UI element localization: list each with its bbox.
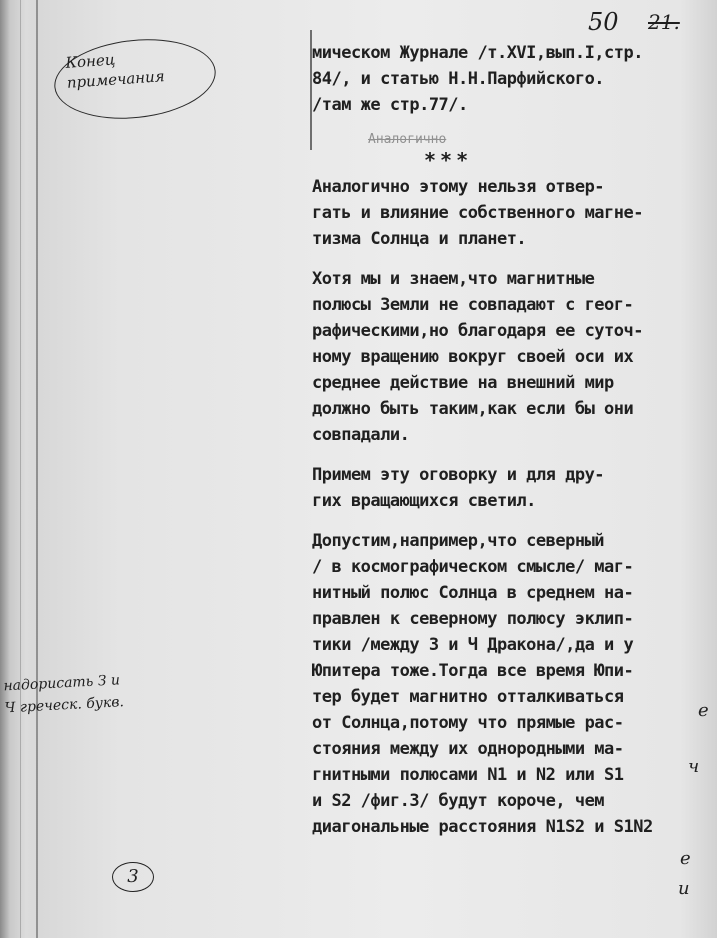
text-line: и S2 /фиг.3/ будут короче, чем <box>312 791 605 811</box>
text-line: от Солнца,потому что прямые рас- <box>312 713 624 733</box>
text-line: мическом Журнале /т.XVI,вып.I,стр. <box>312 43 643 63</box>
blank-line <box>312 146 712 174</box>
text-line: тер будет магнитно отталкиваться <box>312 687 624 707</box>
text-line: должно быть таким,как если бы они <box>312 399 634 419</box>
text-line: среднее действие на внешний мир <box>312 373 614 393</box>
text-line: Юпитера тоже.Тогда все время Юпи- <box>312 661 634 681</box>
text-line: гать и влияние собственного магне- <box>312 203 643 223</box>
text-line: правлен к северному полюсу эклип- <box>312 609 634 629</box>
margin-line <box>36 0 38 938</box>
text-line: полюсы Земли не совпадают с геог- <box>312 295 634 315</box>
margin-mark: и <box>678 878 690 899</box>
blank-line <box>312 118 712 146</box>
text-line: гих вращающихся светил. <box>312 491 536 511</box>
text-line: ному вращению вокруг своей оси их <box>312 347 634 367</box>
text-line: рафическими,но благодаря ее суточ- <box>312 321 643 341</box>
page-edge-line <box>20 0 21 938</box>
page-number: 50 <box>588 8 619 36</box>
text-line: Аналогично этому нельзя отвер- <box>312 177 605 197</box>
text-line: /там же стр.77/. <box>312 95 468 115</box>
folio-number: 21. <box>648 10 680 34</box>
text-line: совпадали. <box>312 425 410 445</box>
text-line: нитный полюс Солнца в среднем на- <box>312 583 634 603</box>
side-margin-note: надорисать З и Ч греческ. букв. <box>3 672 125 717</box>
text-line: / в космографическом смысле/ маг- <box>312 557 634 577</box>
section-separator: *** <box>424 148 473 172</box>
circled-number: 3 <box>112 862 154 892</box>
margin-mark: е <box>680 848 691 869</box>
crossed-out-word: Аналогично <box>368 132 447 147</box>
text-line: Допустим,например,что северный <box>312 531 605 551</box>
text-line: Примем эту оговорку и для дру- <box>312 465 605 485</box>
text-line: гнитными полюсами N1 и N2 или S1 <box>312 765 624 785</box>
margin-mark: е <box>698 700 709 721</box>
text-line: тики /между З и Ч Дракона/,да и у <box>312 635 634 655</box>
text-line: 84/, и статью Н.Н.Парфийского. <box>312 69 605 89</box>
margin-mark: ч <box>688 756 700 777</box>
text-line: тизма Солнца и планет. <box>312 229 527 249</box>
text-line: диагональные расстояния N1S2 и S1N2 <box>312 817 653 837</box>
text-line: стояния между их однородными ма- <box>312 739 624 759</box>
text-line: Хотя мы и знаем,что магнитные <box>312 269 595 289</box>
typed-text-block <box>312 40 712 840</box>
top-margin-note: Конец примечания <box>64 50 166 92</box>
